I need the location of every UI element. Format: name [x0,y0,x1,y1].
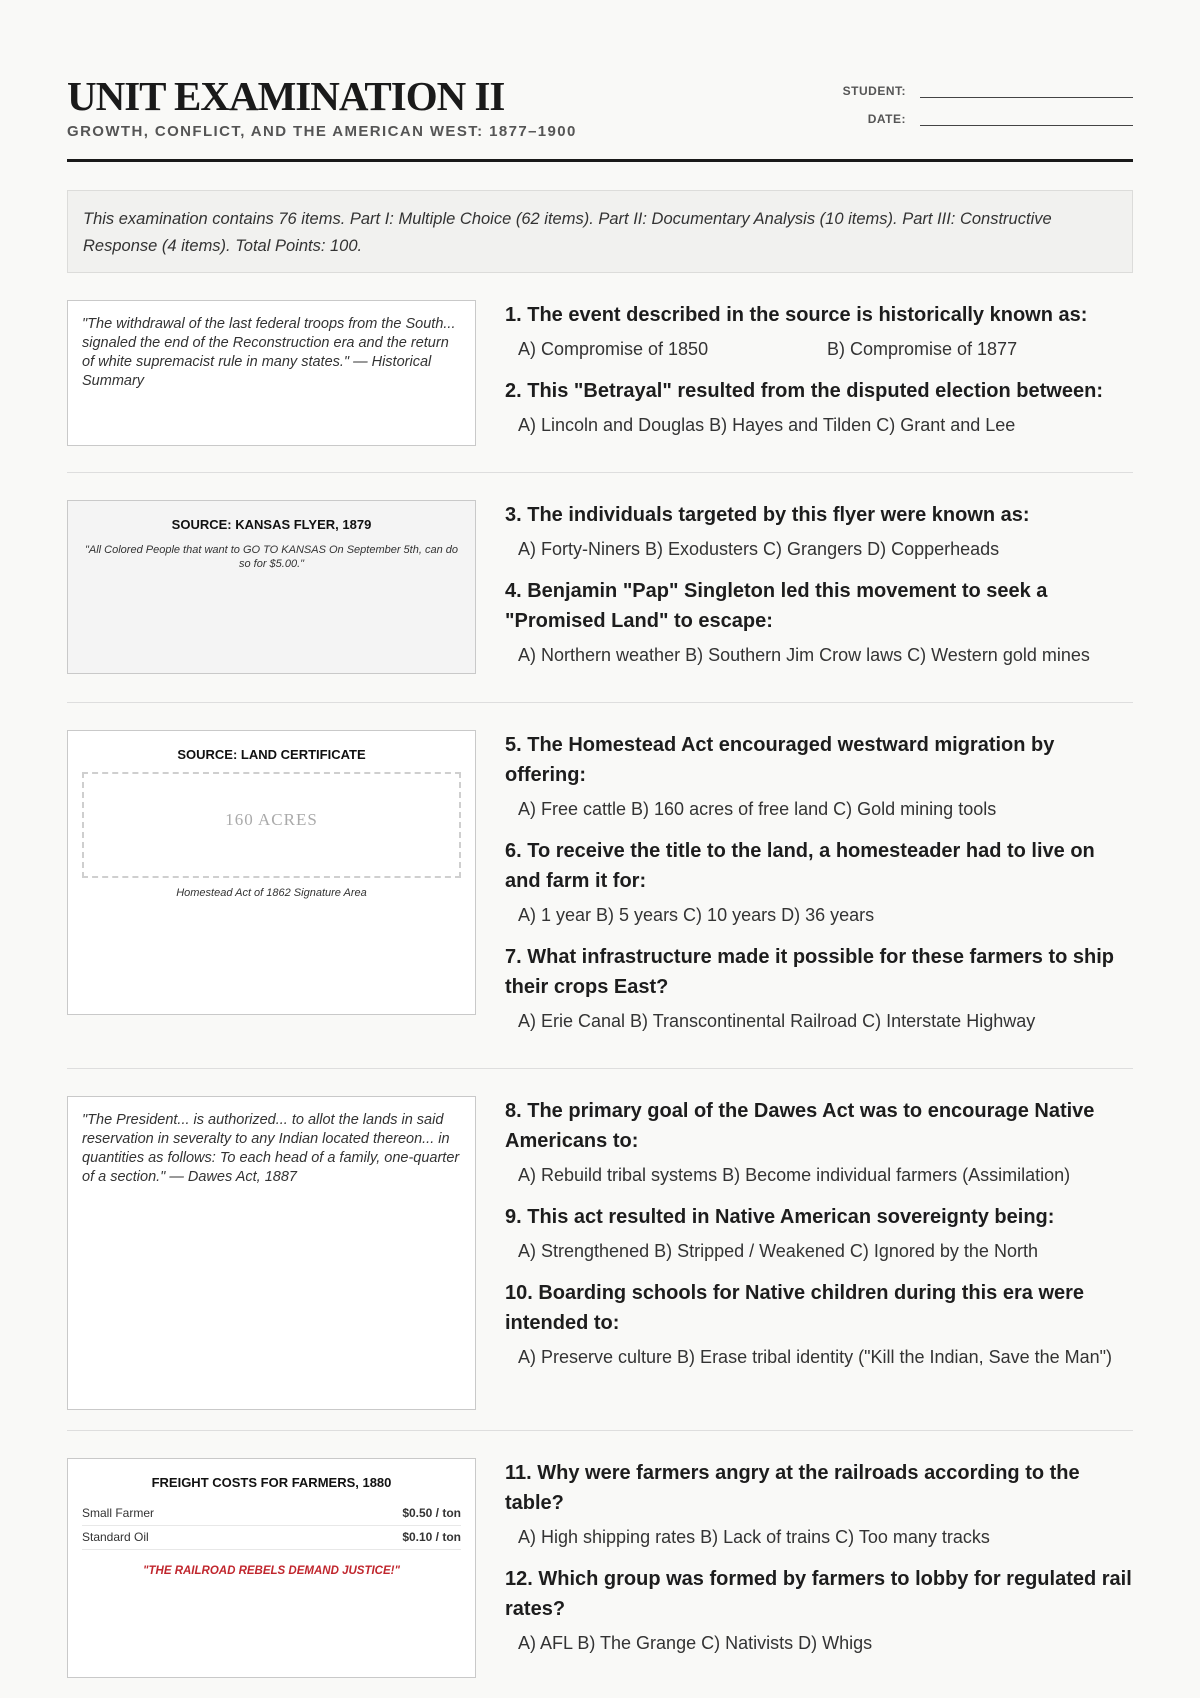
question-options[interactable]: A) Erie Canal B) Transcontinental Railroad C) Interstate Highway [518,1011,1036,1031]
question-options[interactable]: A) 1 year B) 5 years C) 10 years D) 36 years [518,905,875,925]
question-section [67,1069,1133,1431]
source-quote-box [67,1096,476,1410]
question-text: 9. This act resulted in Native American sovereignty being: [505,1206,1055,1228]
question-text: 3. The individuals targeted by this flyer were known as: [505,504,1030,526]
question-group [505,300,1136,452]
row-label: Standard Oil [82,1530,149,1544]
student-label: STUDENT: [842,84,906,98]
row-label: Small Farmer [82,1506,155,1520]
source-certificate-box [67,730,476,1015]
railroad-slogan: "THE RAILROAD REBELS DEMAND JUSTICE!" [143,1565,400,1577]
date-row [833,98,1133,126]
freight-table [82,1502,461,1550]
student-row [833,70,1133,98]
question-text: 5. The Homestead Act encouraged westward migration by offering: [505,734,1055,786]
instructions-box: This examination contains 76 items. Part I: Multiple Choice (62 items). Part II: Documentary Analysis (10 items). Part III: Constructive Response (4 items). Total Points: 100. [67,190,1133,273]
question-item [505,576,1133,670]
question-text: 11. Why were farmers angry at the railroads according to the table? [505,1462,1080,1514]
question-item [505,1458,1133,1552]
table-row [82,1502,461,1526]
question-item [505,942,1133,1036]
source-quote-box [67,300,476,446]
question-group [505,500,1133,682]
question-group [505,730,1133,1048]
question-group [505,1458,1133,1678]
question-text: 6. To receive the title to the land, a homesteader had to live on and farm it for: [505,840,1095,892]
row-value: $0.10 / ton [402,1530,461,1544]
question-text: 1. The event described in the source is historically known as: [505,304,1088,326]
question-section [67,1431,1133,1698]
source-title: SOURCE: LAND CERTIFICATE [177,747,366,762]
source-table-box [67,1458,476,1678]
option-a[interactable]: A) Compromise of 1850 [518,339,709,359]
question-text: 8. The primary goal of the Dawes Act was to encourage Native Americans to: [505,1100,1095,1152]
date-field[interactable] [920,108,1133,126]
source-flyer-box [67,500,476,674]
source-quote: "The withdrawal of the last federal troops from the South... signaled the end of the Reconstruction era and the return of white supremacist rule in many states." — Historical Summary [82,316,456,389]
source-title: SOURCE: KANSAS FLYER, 1879 [171,517,372,532]
question-options[interactable]: A) Rebuild tribal systems B) Become individual farmers (Assimilation) [518,1165,1071,1185]
question-options[interactable]: A) High shipping rates B) Lack of trains C) Too many tracks [518,1527,990,1547]
student-info [833,70,1133,126]
certificate-caption: Homestead Act of 1862 Signature Area [176,887,367,899]
source-text: "All Colored People that want to GO TO KANSAS On September 5th, can do so for $5.00." [84,544,458,570]
question-item [505,730,1133,824]
row-value: $0.50 / ton [402,1506,461,1520]
question-options[interactable]: A) Strengthened B) Stripped / Weakened C) Ignored by the North [518,1241,1038,1261]
question-item [505,300,1136,364]
date-label: DATE: [867,112,906,126]
student-name-field[interactable] [920,80,1133,98]
question-item [505,376,1136,440]
question-options [505,334,1136,364]
question-text: 12. Which group was formed by farmers to lobby for regulated rail rates? [505,1568,1132,1620]
question-section [67,703,1133,1069]
question-section [67,473,1133,703]
question-item [505,1096,1133,1190]
question-item [505,500,1133,564]
question-group [505,1096,1133,1410]
question-text: 7. What infrastructure made it possible for these farmers to ship their crops East? [505,946,1115,998]
question-options[interactable]: A) Northern weather B) Southern Jim Crow laws C) Western gold mines [518,645,1090,665]
table-row [82,1526,461,1550]
certificate-acreage-box: 160 ACRES [82,772,461,878]
question-item [505,1564,1133,1658]
exam-header [67,0,1133,162]
source-title: FREIGHT COSTS FOR FARMERS, 1880 [151,1475,392,1490]
option-b[interactable]: B) Compromise of 1877 [827,339,1018,359]
question-options[interactable]: A) Preserve culture B) Erase tribal identity ("Kill the Indian, Save the Man") [518,1347,1113,1367]
question-item [505,1202,1133,1266]
page-title: UNIT EXAMINATION II [67,73,505,119]
question-options[interactable]: A) Free cattle B) 160 acres of free land C) Gold mining tools [518,799,997,819]
source-quote: "The President... is authorized... to allot the lands in said reservation in severalty to any Indian located thereon... in quantities as follows: To each head of a family, one-quarter of a section." — Dawes Act, 1887 [82,1112,460,1185]
page-subtitle: GROWTH, CONFLICT, AND THE AMERICAN WEST: 1877–1900 [67,123,577,140]
question-options[interactable]: A) AFL B) The Grange C) Nativists D) Whigs [518,1633,873,1653]
question-item [505,836,1133,930]
question-section [67,273,1133,473]
question-text: 4. Benjamin "Pap" Singleton led this movement to seek a "Promised Land" to escape: [505,580,1048,632]
question-item [505,1278,1133,1372]
question-options[interactable]: A) Forty-Niners B) Exodusters C) Grangers D) Copperheads [518,539,1000,559]
question-text: 10. Boarding schools for Native children during this era were intended to: [505,1282,1085,1334]
question-options[interactable]: A) Lincoln and Douglas B) Hayes and Tilden C) Grant and Lee [518,415,1016,435]
question-text: 2. This "Betrayal" resulted from the disputed election between: [505,380,1103,402]
